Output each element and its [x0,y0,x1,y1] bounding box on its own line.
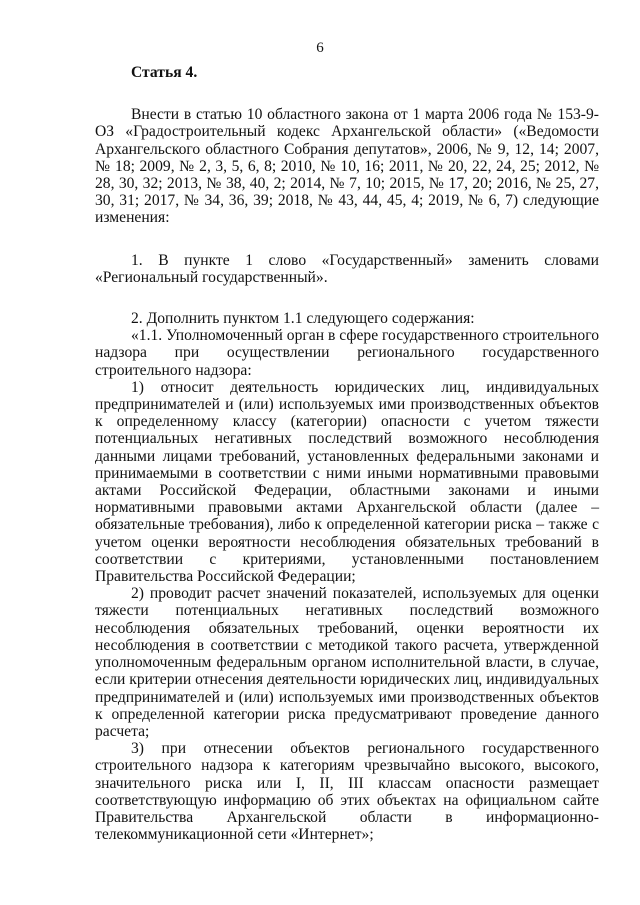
paragraph-subclause-1: 1) относит деятельность юридических лиц, индивидуальных предпринимателей и (или) используемых ими производственных объектов к определенному классу (категории) опасности с учетом тяжести потенциальных негативных последствий возможного несоблюдения данными лицами требований, установленных федеральными законами и принимаемыми в соответствии с ними иными нормативными правовыми актами Российской Федерации, областными законами и иными нормативными правовыми актами Архангельской области (далее – обязательные требования), либо к определенной категории риска – также с учетом оценки вероятности несоблюдения обязательных требований в соответствии с критериями, установленными постановлением Правительства Российской Федерации; [95,378,599,586]
page-number: 6 [316,40,324,56]
paragraph-item-1: 1. В пункте 1 слово «Государственный» заменить словами «Региональный государственный». [95,251,599,286]
article-title: Статья 4. [131,64,198,81]
paragraph-item-2: 2. Дополнить пунктом 1.1 следующего содержания: [131,310,475,328]
paragraph-amendment-intro: Внести в статью 10 областного закона от 1 марта 2006 года № 153-9-ОЗ «Градостроительный кодекс Архангельской области» («Ведомости Архангельского областного Собрания депутатов», 2006, № 9, 12, 14; 2007, № 18; 2009, № 2, 3, 5, 6, 8; 2010, № 10, 16; 2011, № 20, 22, 24, 25; 2012, № 28, 30, 32; 2013, № 38, 40, 2; 2014, № 7, 10; 2015, № 17, 20; 2016, № 25, 27, 30, 31; 2017, № 34, 36, 39; 2018, № 43, 44, 45, 4; 2019, № 6, 7) следующие изменения: [95,106,599,227]
paragraph-subclause-2: 2) проводит расчет значений показателей, используемых для оценки тяжести потенциальных негативных последствий возможного несоблюдения обязательных требований, оценки вероятности их несоблюдения в соответствии с методикой такого расчета, утвержденной уполномоченным федеральным органом исполнительной власти, в случае, если критерии отнесения деятельности юридических лиц, индивидуальных предпринимателей и (или) используемых ими производственных объектов к определенной категории риска предусматривают проведение данного расчета; [95,585,599,740]
paragraph-clause-1-1: «1.1. Уполномоченный орган в сфере государственного строительного надзора при осуществлении регионального государственного строительного надзора: [95,327,599,379]
document-body [95,64,599,843]
paragraph-subclause-3: 3) при отнесении объектов регионального государственного строительного надзора к категориям чрезвычайно высокого, высокого, значительного риска или I, II, III классам опасности размещает соответствующую информацию об этих объектах на официальном сайте Правительства Архангельской области в информационно-телекоммуникационной сети «Интернет»; [95,740,599,844]
